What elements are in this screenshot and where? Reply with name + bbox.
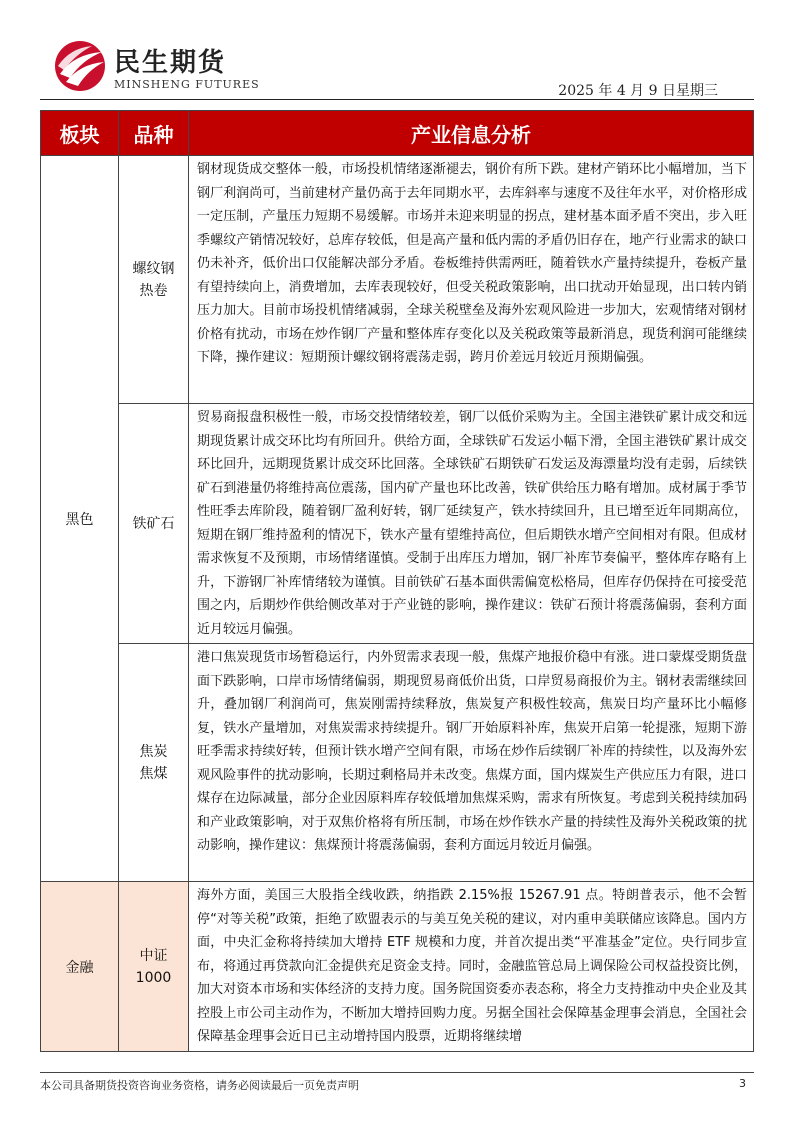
sector-cell-finance: 金融 — [41, 882, 119, 1052]
variety-name: 焦煤 — [139, 765, 168, 782]
variety-name: 中证 — [139, 947, 168, 964]
footer-divider — [40, 1072, 754, 1073]
variety-name: 螺纹钢 — [132, 260, 175, 277]
table-header-row — [41, 111, 754, 156]
analysis-text-rebar: 钢材现货成交整体一般，市场投机情绪逐渐褪去，钢价有所下跌。建材产销环比小幅增加，当下钢厂利润尚可，当前建材产量仍高于去年同期水平，去库斜率与速度不及往年水平，对价格形成一定压制，产量压力短期不易缓解。市场并未迎来明显的拐点，建材基本面矛盾不突出，步入旺季螺纹产销情况较好，总库存较低，但是高产量和低内需的矛盾仍旧存在，地产行业需求的缺口仍未补齐，低价出口仅能解决部分矛盾。卷板维持供需两旺，随着铁水产量持续提升，卷板产量有望持续向上，消费增加，去库表现较好，但受关税政策影响，出口扰动开始显现，出口转内销压力加大。目前市场投机情绪减弱，全球关税壁垒及海外宏观风险进一步加大，宏观情绪对钢材价格有扰动，市场在炒作钢厂产量和整体库存变化以及关税政策等最新消息，现货利润可能继续下降，操作建议：短期预计螺纹钢将震荡走弱，跨月价差远月较近月预期偏强。 — [189, 156, 754, 404]
analysis-text-csi1000: 海外方面，美国三大股指全线收跌，纳指跌 2.15%报 15267.91 点。特朗普表示，他不会暂停“对等关税”政策，拒绝了欧盟表示的与美互免关税的建议，对内重申美联储应该降息。国内方面，中央汇金称将持续加大增持 ETF 规模和力度，并首次提出类“平准基金”定位。央行同步宣布，将通过再贷款向汇金提供充足资金支持。同时，金融监管总局上调保险公司权益投资比例，加大对资本市场和实体经济的支持力度。国务院国资委亦表态称，将全力支持推动中央企业及其控股上市公司主动作为，不断加大增持回购力度。另据全国社会保障基金理事会消息，全国社会保障基金理事会近日已主动增持国内股票，近期将继续增 — [189, 882, 754, 1052]
header-divider — [40, 99, 754, 100]
column-header-sector: 板块 — [41, 111, 119, 156]
page-header — [0, 0, 794, 100]
variety-name: 铁矿石 — [132, 515, 175, 532]
variety-cell-iron-ore — [119, 404, 189, 644]
industry-analysis-table — [40, 110, 754, 1052]
table-row — [41, 156, 754, 404]
table-row — [41, 404, 754, 644]
minsheng-logo-icon — [52, 40, 108, 92]
variety-name: 热卷 — [139, 282, 168, 299]
logo-chinese-name: 民生期货 — [114, 48, 227, 78]
footer-disclaimer: 本公司具备期货投资咨询业务资格，请务必阅读最后一页免责声明 — [40, 1079, 359, 1092]
column-header-variety: 品种 — [119, 111, 189, 156]
variety-name: 焦炭 — [139, 743, 168, 760]
variety-name: 1000 — [135, 969, 172, 986]
logo-english-name: MINSHENG FUTURES — [114, 78, 260, 91]
analysis-text-iron-ore: 贸易商报盘积极性一般，市场交投情绪较差，钢厂以低价采购为主。全国主港铁矿累计成交和远期现货累计成交环比均有所回升。供给方面，全球铁矿石发运小幅下滑，全国主港铁矿累计成交环比回升，远期现货累计成交环比回落。全球铁矿石期铁矿石发运及海漂量均没有走弱，后续铁矿石到港量仍将维持高位震荡，国内矿产量也环比改善，铁矿供给压力略有增加。成材属于季节性旺季去库阶段，随着钢厂盈利好转，钢厂延续复产，铁水持续回升，且已增至近年同期高位，短期在钢厂维持盈利的情况下，铁水产量有望维持高位，但后期铁水增产空间相对有限。但成材需求恢复不及预期，市场情绪谨慎。受制于出库压力增加，钢厂补库节奏偏平，整体库存略有上升，下游钢厂补库情绪较为谨慎。目前铁矿石基本面供需偏宽松格局，但库存仍保持在可接受范围之内，后期炒作供给侧改革对于产业链的影响，操作建议：铁矿石预计将震荡偏弱，套利方面近月较远月偏强。 — [189, 404, 754, 644]
variety-cell-coke — [119, 644, 189, 882]
table-row — [41, 644, 754, 882]
table-row — [41, 882, 754, 1052]
variety-cell-rebar — [119, 156, 189, 404]
column-header-analysis: 产业信息分析 — [189, 111, 754, 156]
page-number: 3 — [739, 1077, 746, 1090]
analysis-text-coke: 港口焦炭现货市场暂稳运行，内外贸需求表现一般，焦煤产地报价稳中有涨。进口蒙煤受期货盘面下跌影响，口岸市场情绪偏弱，期现贸易商低价出货，口岸贸易商报价为主。钢材表需继续回升，叠加钢厂利润尚可，焦炭刚需持续释放，焦炭复产积极性较高，焦炭日均产量环比小幅修复，铁水产量增加，对焦炭需求持续提升。钢厂开始原料补库，焦炭开启第一轮提涨，短期下游旺季需求持续好转，但预计铁水增产空间有限，市场在炒作后续钢厂补库的持续性，以及海外宏观风险事件的扰动影响，长期过剩格局并未改变。焦煤方面，国内煤炭生产供应压力有限，进口煤存在边际减量，部分企业因原料库存较低增加焦煤采购，需求有所恢复。考虑到关税持续加码和产业政策影响，对于双焦价格将有所压制，市场在炒作铁水产量的持续性及海外关税政策的扰动影响，操作建议：焦煤预计将震荡偏弱，套利方面远月较近月偏强。 — [189, 644, 754, 882]
variety-cell-csi1000 — [119, 882, 189, 1052]
report-date: 2025 年 4 月 9 日星期三 — [558, 83, 718, 99]
sector-cell-black: 黑色 — [41, 156, 119, 882]
